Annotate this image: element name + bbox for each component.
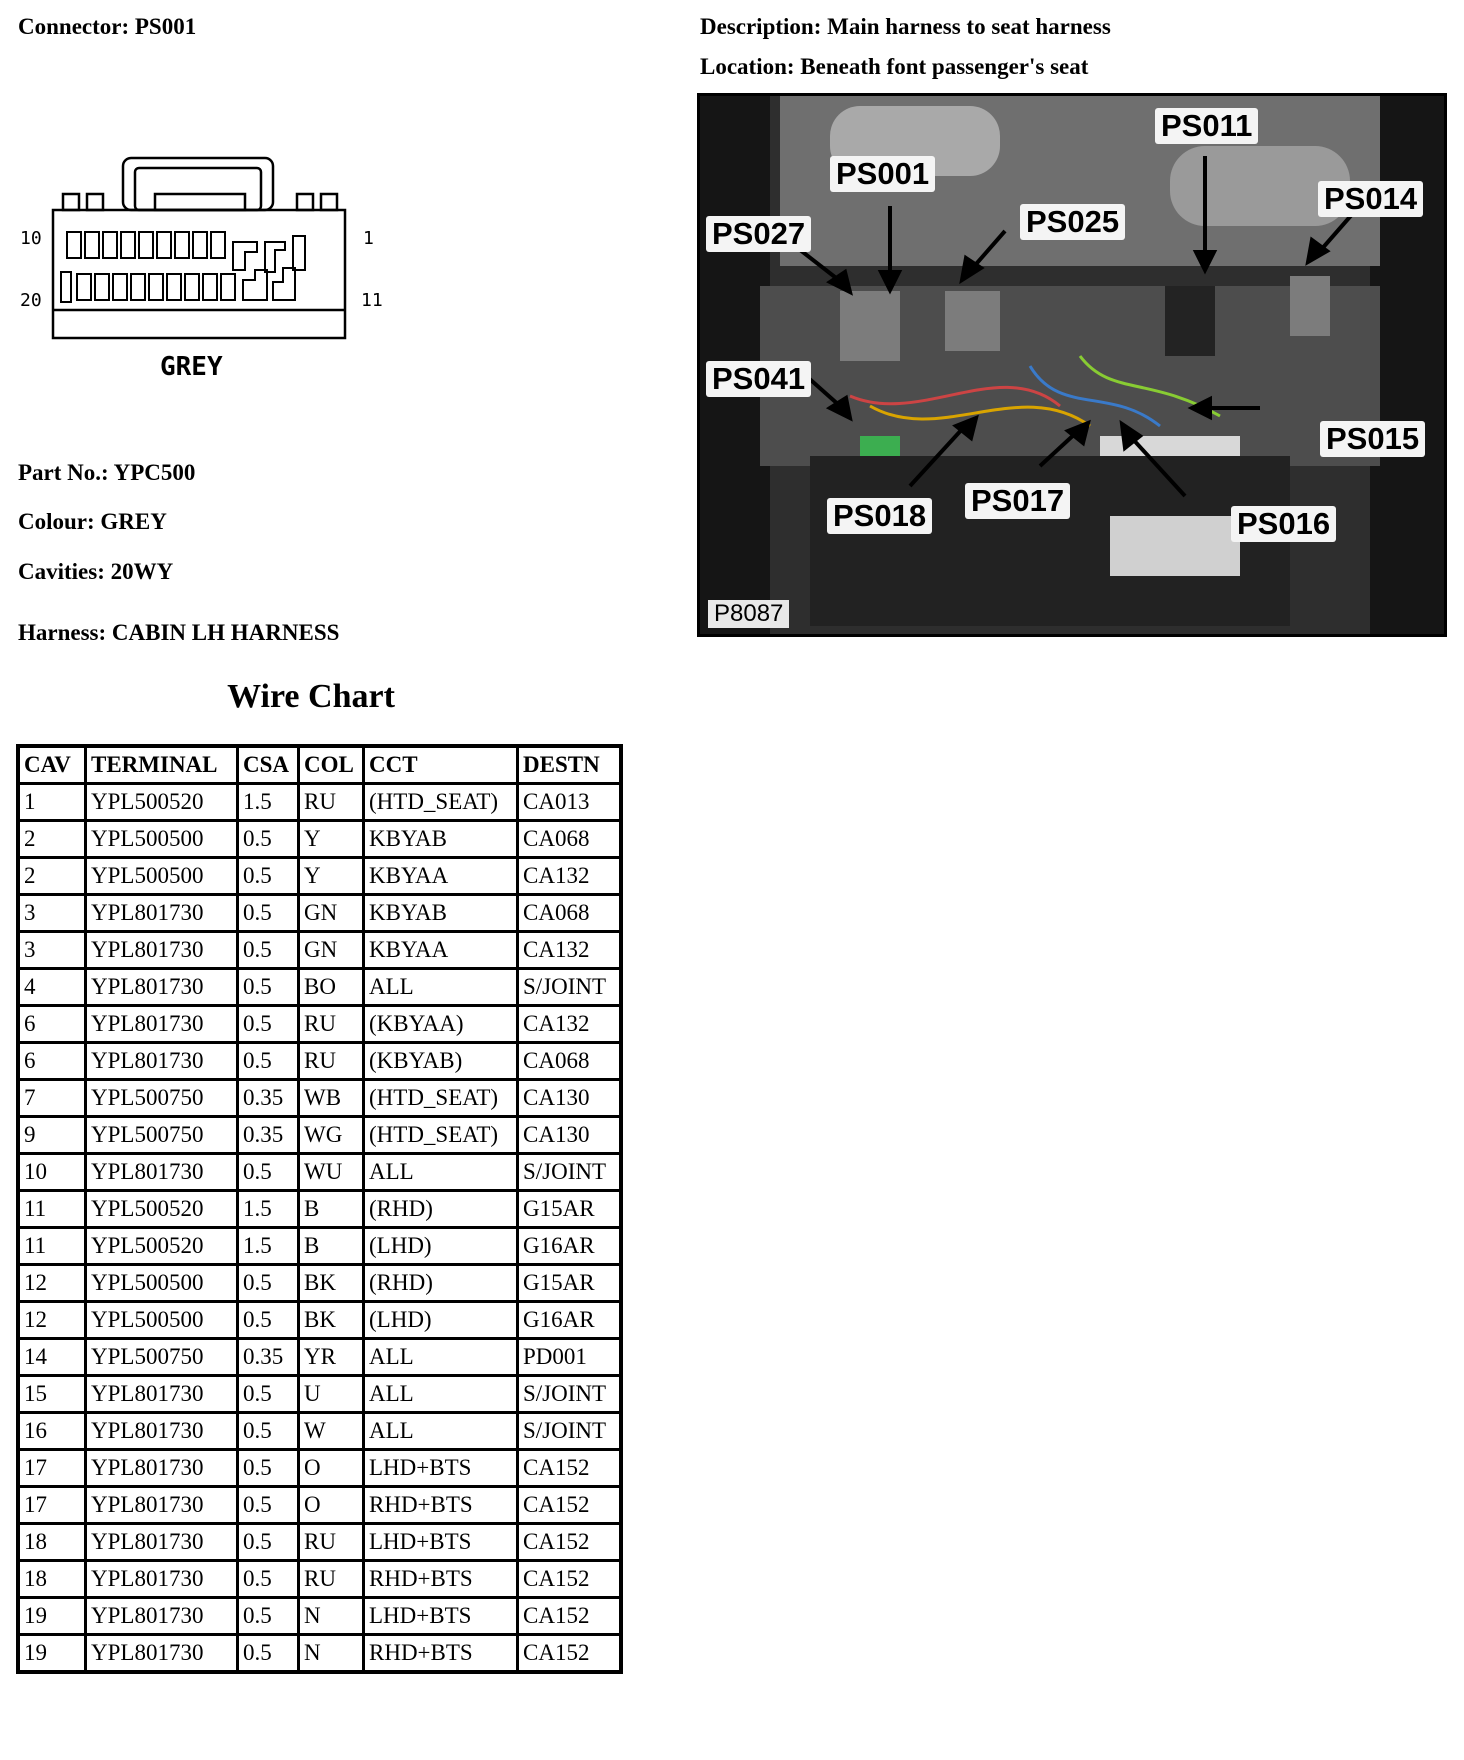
cell-csa: 0.5 [238,1043,299,1080]
cell-destn: CA068 [518,895,622,932]
cell-destn: CA130 [518,1080,622,1117]
table-row [18,1043,621,1080]
cell-destn: CA152 [518,1487,622,1524]
table-row [18,821,621,858]
cell-csa: 1.5 [238,1191,299,1228]
cell-csa: 0.35 [238,1080,299,1117]
table-row [18,1635,621,1673]
wire-chart-table [16,744,623,1674]
cell-terminal: YPL801730 [86,1635,238,1673]
harness-text: Harness: CABIN LH HARNESS [18,620,340,645]
callout-ps014: PS014 [1318,181,1423,217]
cell-cav: 7 [18,1080,86,1117]
cell-cct: KBYAA [364,932,518,969]
cell-csa: 0.5 [238,1561,299,1598]
description-text: Description: Main harness to seat harness [700,14,1111,39]
cell-terminal: YPL801730 [86,895,238,932]
cell-cav: 4 [18,969,86,1006]
cell-terminal: YPL500750 [86,1339,238,1376]
wire-chart-title: Wire Chart [227,678,395,715]
location-text: Location: Beneath font passenger's seat [700,54,1089,79]
cell-csa: 0.5 [238,1487,299,1524]
cell-csa: 0.5 [238,821,299,858]
cell-terminal: YPL500750 [86,1117,238,1154]
cell-destn: G15AR [518,1191,622,1228]
cell-col: RU [299,1006,364,1043]
header-cav: CAV [18,746,86,784]
cell-destn: CA152 [518,1524,622,1561]
header-cct: CCT [364,746,518,784]
cell-destn: G16AR [518,1228,622,1265]
cell-cct: (LHD) [364,1302,518,1339]
table-row [18,1117,621,1154]
table-header-row [18,746,621,784]
cell-cav: 19 [18,1635,86,1673]
cell-cav: 16 [18,1413,86,1450]
cell-col: WU [299,1154,364,1191]
cell-destn: CA152 [518,1561,622,1598]
cell-csa: 0.5 [238,858,299,895]
table-row [18,1450,621,1487]
cell-cct: KBYAB [364,895,518,932]
table-row [18,1339,621,1376]
table-row [18,1228,621,1265]
cell-destn: CA130 [518,1117,622,1154]
cell-destn: CA068 [518,1043,622,1080]
table-row [18,1598,621,1635]
cell-col: GN [299,895,364,932]
cell-cav: 11 [18,1228,86,1265]
table-row [18,1265,621,1302]
table-row [18,1191,621,1228]
cell-col: W [299,1413,364,1450]
callout-ps015: PS015 [1320,421,1425,457]
cell-col: BO [299,969,364,1006]
callout-ps016: PS016 [1231,506,1336,542]
cell-terminal: YPL801730 [86,1524,238,1561]
photo-illustration [700,96,1444,634]
table-row [18,1413,621,1450]
callout-ps018: PS018 [827,498,932,534]
cell-cav: 12 [18,1302,86,1339]
cell-destn: CA068 [518,821,622,858]
table-row [18,1154,621,1191]
cell-terminal: YPL500500 [86,1265,238,1302]
cell-cct: (HTD_SEAT) [364,784,518,821]
table-row [18,969,621,1006]
table-row [18,1524,621,1561]
photo-reference-id: P8087 [708,600,789,628]
cell-col: WB [299,1080,364,1117]
cell-cct: (KBYAB) [364,1043,518,1080]
cell-cav: 9 [18,1117,86,1154]
cell-cav: 3 [18,932,86,969]
cell-cct: RHD+BTS [364,1487,518,1524]
cell-cav: 1 [18,784,86,821]
cell-col: WG [299,1117,364,1154]
cell-terminal: YPL801730 [86,1376,238,1413]
cell-destn: S/JOINT [518,969,622,1006]
table-row [18,1561,621,1598]
table-row [18,784,621,821]
table-row [18,1302,621,1339]
cell-cav: 2 [18,821,86,858]
cell-csa: 1.5 [238,1228,299,1265]
cell-terminal: YPL801730 [86,1450,238,1487]
cell-destn: CA132 [518,932,622,969]
callout-ps001: PS001 [830,156,935,192]
cell-col: O [299,1450,364,1487]
callout-ps027: PS027 [706,216,811,252]
cell-terminal: YPL500500 [86,858,238,895]
connector-location-photo [697,93,1447,637]
cell-col: U [299,1376,364,1413]
table-row [18,858,621,895]
cell-cct: KBYAB [364,821,518,858]
cell-destn: PD001 [518,1339,622,1376]
connector-title: Connector: PS001 [18,14,197,39]
cell-csa: 0.5 [238,1524,299,1561]
cell-csa: 0.35 [238,1117,299,1154]
cell-terminal: YPL801730 [86,1487,238,1524]
cell-terminal: YPL500500 [86,1302,238,1339]
table-row [18,1376,621,1413]
cell-col: RU [299,1561,364,1598]
cell-cav: 11 [18,1191,86,1228]
cell-cav: 15 [18,1376,86,1413]
cell-csa: 0.35 [238,1339,299,1376]
callout-ps017: PS017 [965,483,1070,519]
cell-csa: 0.5 [238,1450,299,1487]
cell-cav: 17 [18,1487,86,1524]
cavities-text: Cavities: 20WY [18,559,174,584]
cell-csa: 0.5 [238,1265,299,1302]
cell-destn: CA013 [518,784,622,821]
table-row [18,1487,621,1524]
connector-face-diagram [15,150,395,390]
cell-cct: RHD+BTS [364,1561,518,1598]
cell-col: B [299,1228,364,1265]
cell-cct: (HTD_SEAT) [364,1117,518,1154]
pin-label-1: 1 [363,228,374,249]
cell-terminal: YPL801730 [86,1413,238,1450]
cell-csa: 0.5 [238,1376,299,1413]
cell-destn: S/JOINT [518,1154,622,1191]
cell-cct: RHD+BTS [364,1635,518,1673]
callout-ps025: PS025 [1020,204,1125,240]
cell-cct: ALL [364,1413,518,1450]
header-col: COL [299,746,364,784]
cell-destn: S/JOINT [518,1413,622,1450]
cell-destn: CA152 [518,1635,622,1673]
cell-col: RU [299,1043,364,1080]
cell-cct: LHD+BTS [364,1524,518,1561]
header-csa: CSA [238,746,299,784]
cell-cct: (LHD) [364,1228,518,1265]
cell-destn: G15AR [518,1265,622,1302]
cell-col: Y [299,858,364,895]
cell-cav: 17 [18,1450,86,1487]
cell-terminal: YPL801730 [86,1006,238,1043]
cell-col: RU [299,784,364,821]
callout-ps011: PS011 [1155,108,1258,144]
part-number: Part No.: YPC500 [18,460,196,485]
callout-ps041: PS041 [706,361,811,397]
cell-cct: ALL [364,1339,518,1376]
cell-col: N [299,1635,364,1673]
cell-cav: 12 [18,1265,86,1302]
cell-csa: 0.5 [238,895,299,932]
cell-col: B [299,1191,364,1228]
cell-csa: 0.5 [238,1598,299,1635]
cell-destn: CA132 [518,858,622,895]
cell-csa: 1.5 [238,784,299,821]
cell-cav: 6 [18,1043,86,1080]
wire-chart-body [18,784,621,1673]
cell-cct: (HTD_SEAT) [364,1080,518,1117]
cell-cct: ALL [364,969,518,1006]
cell-col: BK [299,1302,364,1339]
cell-col: BK [299,1265,364,1302]
colour-text: Colour: GREY [18,509,167,534]
cell-cct: (RHD) [364,1265,518,1302]
connector-colour-label: GREY [160,352,223,382]
header-terminal: TERMINAL [86,746,238,784]
cell-cav: 3 [18,895,86,932]
header-destn: DESTN [518,746,622,784]
table-row [18,1006,621,1043]
cell-col: GN [299,932,364,969]
cell-terminal: YPL801730 [86,1154,238,1191]
cell-csa: 0.5 [238,932,299,969]
cell-destn: CA152 [518,1598,622,1635]
pin-label-20: 20 [20,290,42,311]
cell-col: O [299,1487,364,1524]
cell-terminal: YPL801730 [86,969,238,1006]
cell-cct: LHD+BTS [364,1450,518,1487]
cell-cct: ALL [364,1376,518,1413]
cell-col: N [299,1598,364,1635]
cell-csa: 0.5 [238,969,299,1006]
cell-csa: 0.5 [238,1154,299,1191]
cell-destn: G16AR [518,1302,622,1339]
cell-terminal: YPL801730 [86,1561,238,1598]
table-row [18,1080,621,1117]
cell-cct: KBYAA [364,858,518,895]
cell-destn: S/JOINT [518,1376,622,1413]
cell-cav: 18 [18,1561,86,1598]
cell-terminal: YPL801730 [86,1043,238,1080]
cell-terminal: YPL801730 [86,932,238,969]
cell-cav: 2 [18,858,86,895]
cell-cav: 18 [18,1524,86,1561]
cell-cav: 6 [18,1006,86,1043]
cell-csa: 0.5 [238,1413,299,1450]
cell-terminal: YPL500750 [86,1080,238,1117]
cell-col: YR [299,1339,364,1376]
cell-terminal: YPL500520 [86,1191,238,1228]
cell-terminal: YPL500500 [86,821,238,858]
cell-cav: 10 [18,1154,86,1191]
cell-cct: ALL [364,1154,518,1191]
cell-csa: 0.5 [238,1302,299,1339]
table-row [18,895,621,932]
cell-csa: 0.5 [238,1635,299,1673]
cell-cct: (RHD) [364,1191,518,1228]
cell-terminal: YPL500520 [86,1228,238,1265]
table-row [18,932,621,969]
cell-cav: 19 [18,1598,86,1635]
pin-label-10: 10 [20,228,42,249]
cell-cct: (KBYAA) [364,1006,518,1043]
pin-label-11: 11 [361,290,383,311]
cell-cav: 14 [18,1339,86,1376]
cell-cct: LHD+BTS [364,1598,518,1635]
cell-terminal: YPL801730 [86,1598,238,1635]
cell-terminal: YPL500520 [86,784,238,821]
cell-col: RU [299,1524,364,1561]
cell-destn: CA132 [518,1006,622,1043]
cell-col: Y [299,821,364,858]
cell-destn: CA152 [518,1450,622,1487]
cell-csa: 0.5 [238,1006,299,1043]
